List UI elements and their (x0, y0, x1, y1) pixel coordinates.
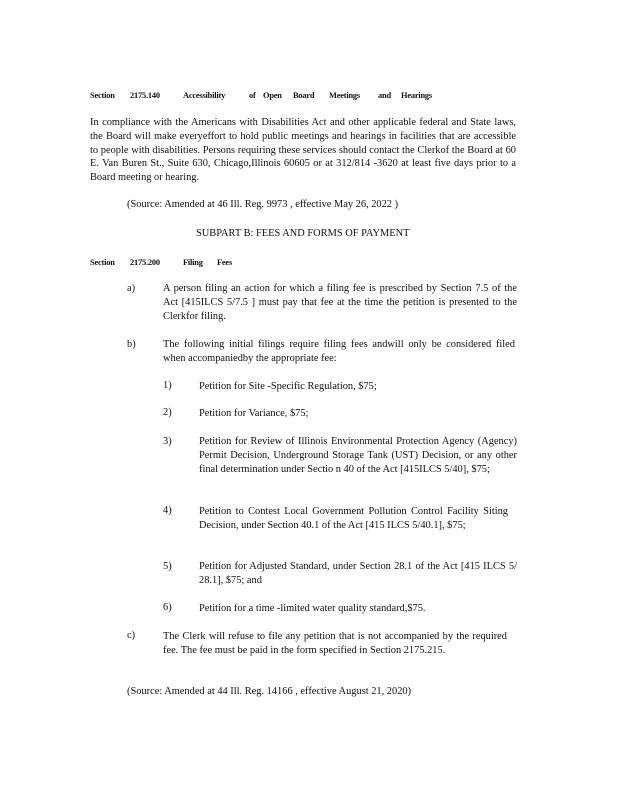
subitem-text: Petition for Review of Illinois Environmental Protection Agency (Agency) Permit Decision, Underground Storage Tank (UST) Decision, or any other final determination under Sectio n 40 of the Act [415ILCS 5/40], $75; (199, 436, 517, 475)
section-2175-140-body: In compliance with the Americans with Disabilities Act and other applicable federal and State laws, the Board will make everyeffort to hold public meetings and hearings in facilities that are accessible to people with disabilities. Persons requiring these services should contact the Clerkof the Board at 60 E. Van Buren St., Suite 630, Chicago,Illinois 60605 or at 312/814 -3620 at least five days prior to a Board meeting or hearing. (90, 117, 516, 184)
section-2175-200-heading (90, 256, 250, 269)
item-text: The following initial filings require filing fees andwill only be considered filed when accompaniedby the appropriate fee: (163, 339, 515, 364)
title-word: Open (263, 91, 282, 100)
title-word: Accessibility (183, 91, 226, 100)
item-text: The Clerk will refuse to file any petition that is not accompanied by the required fee. The fee must be paid in the form specified in Section 2175.215. (163, 631, 507, 656)
title-word: Board (293, 91, 315, 100)
subitem-label: 1) (163, 380, 172, 391)
subitem-text: Petition for a time -limited water quality standard,$75. (199, 603, 426, 614)
subitem-label: 3) (163, 436, 172, 447)
subitem-label: 5) (163, 561, 172, 572)
subitem-text: Petition for Variance, $75; (199, 408, 309, 419)
title-word: Meetings (329, 91, 360, 100)
section-number: 2175.200 (130, 258, 160, 267)
title-word: Filing (183, 258, 203, 267)
title-word: Hearings (401, 91, 432, 100)
item-label: a) (127, 283, 136, 294)
subitem-label: 6) (163, 602, 172, 613)
item-label: c) (127, 630, 136, 641)
subitem-label: 2) (163, 407, 172, 418)
title-word: of (249, 91, 256, 100)
section-label: Section (90, 91, 115, 100)
subitem-text: Petition for Adjusted Standard, under Section 28.1 of the Act [415 ILCS 5/ 28.1], $75; and (199, 561, 517, 586)
subitem-text: Petition for Site -Specific Regulation, $75; (199, 381, 377, 392)
item-label: b) (127, 339, 136, 350)
section-label: Section (90, 258, 115, 267)
section-number: 2175.140 (130, 91, 160, 100)
source-note: (Source: Amended at 44 Ill. Reg. 14166 , effective August 21, 2020) (127, 686, 412, 697)
subitem-text: Petition to Contest Local Government Pollution Control Facility Siting Decision, under Section 40.1 of the Act [415 ILCS 5/40.1], $75; (199, 506, 508, 531)
item-text: A person filing an action for which a filing fee is prescribed by Section 7.5 of the Act [415ILCS 5/7.5 ] must pay that fee at the time the petition is presented to the Clerkfor filing. (163, 283, 517, 322)
subpart-heading: SUBPART B: FEES AND FORMS OF PAYMENT (196, 228, 410, 239)
title-word: and (378, 91, 391, 100)
title-word: Fees (217, 258, 233, 267)
section-2175-140-heading (90, 89, 450, 102)
subitem-label: 4) (163, 505, 172, 516)
source-note: (Source: Amended at 46 Ill. Reg. 9973 , effective May 26, 2022 ) (127, 199, 399, 210)
